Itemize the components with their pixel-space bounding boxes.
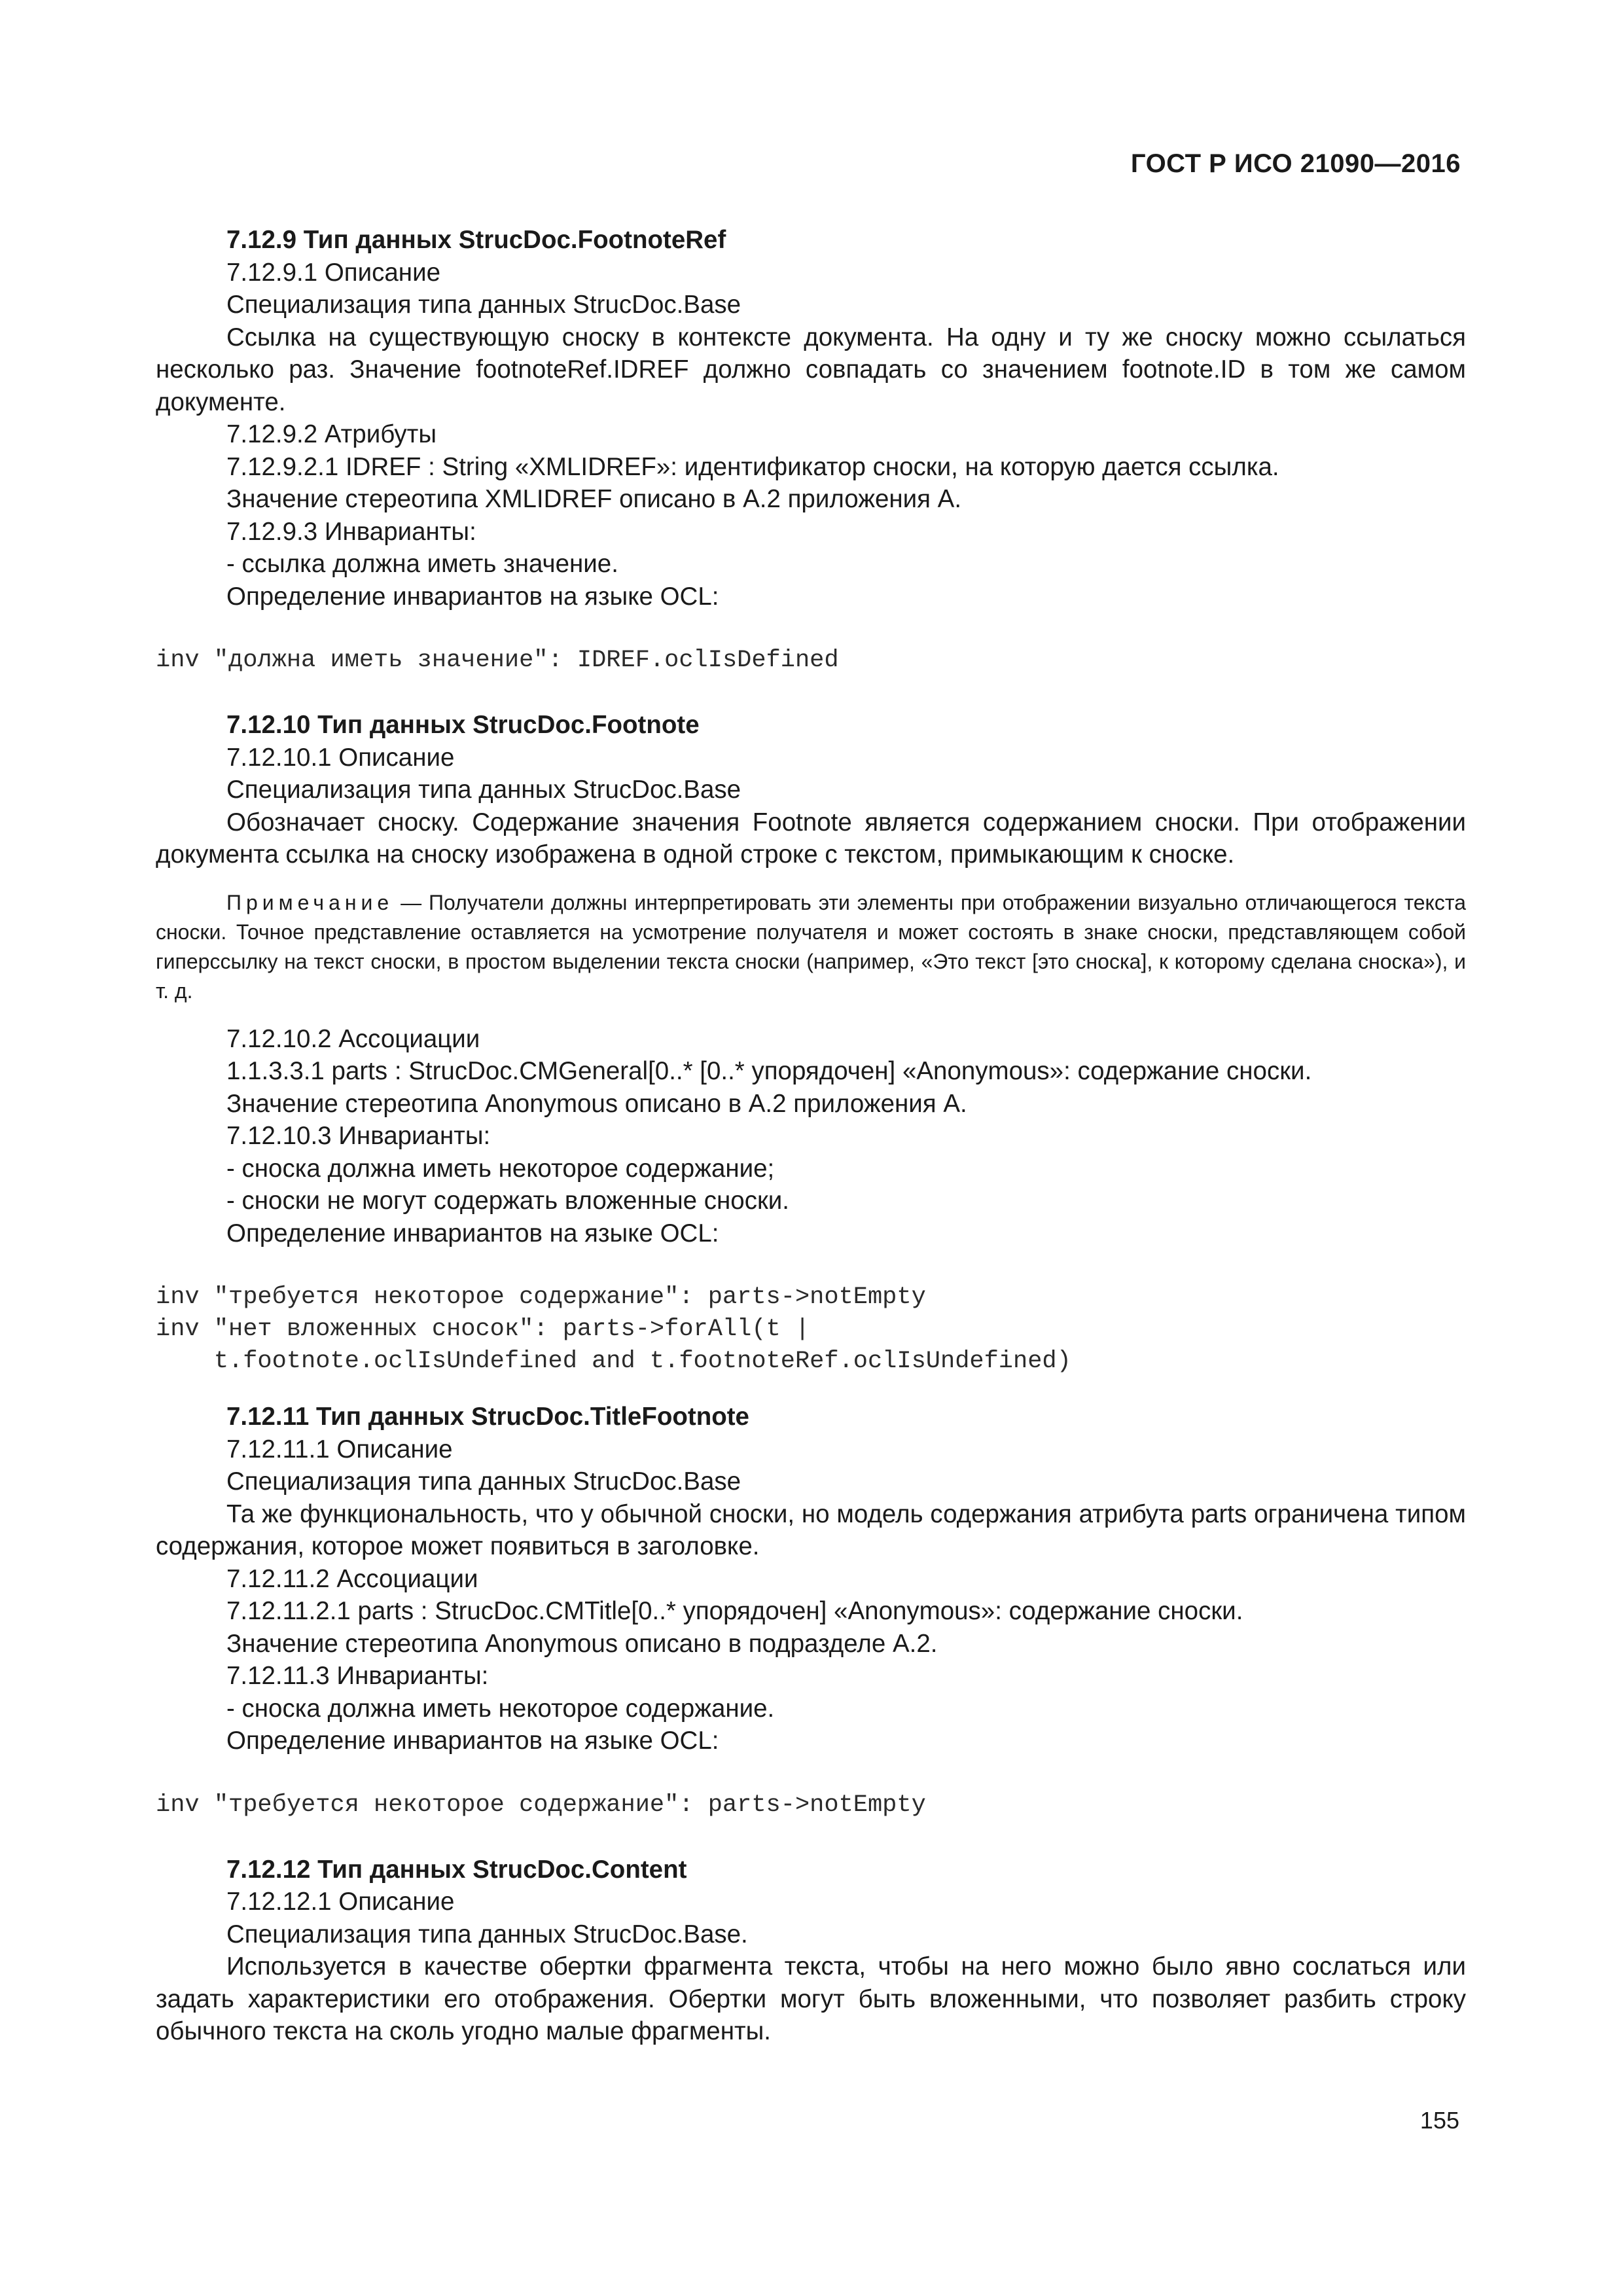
description-paragraph: Используется в качестве обертки фрагмента текста, чтобы на него можно было явно сослаться или задать характеристики его отображения. Обертки могут быть вложенными, что позволяет разбить строку обычного текста на сколь угодно малые фрагменты. [156, 1952, 1466, 2045]
subheading-7-12-9-2: 7.12.9.2 Атрибуты [226, 420, 437, 448]
ocl-code-line: inv "должна иметь значение": IDREF.oclIsDefined [156, 647, 839, 674]
section-heading-7-12-9: 7.12.9 Тип данных StrucDoc.FootnoteRef [226, 226, 726, 254]
section-heading-7-12-10: 7.12.10 Тип данных StrucDoc.Footnote [226, 711, 700, 739]
association-item: 1.1.3.3.1 parts : StrucDoc.CMGeneral[0..* [0..* упорядочен] «Anonymous»: содержание сноски. [226, 1057, 1312, 1085]
document-header: ГОСТ Р ИСО 21090—2016 [1130, 149, 1461, 178]
stereotype-text: Значение стереотипа Anonymous описано в подразделе А.2. [226, 1629, 938, 1658]
ocl-code-line: t.footnote.oclIsUndefined and t.footnoteRef.oclIsUndefined) [156, 1348, 1071, 1375]
specialization-text: Специализация типа данных StrucDoc.Base. [226, 1920, 748, 1948]
invariant-item: - сноски не могут содержать вложенные сноски. [226, 1187, 789, 1215]
page-content [156, 224, 1466, 2048]
ocl-code-line: inv "нет вложенных сносок": parts->forAll(t | [156, 1316, 810, 1343]
specialization-text: Специализация типа данных StrucDoc.Base [226, 776, 741, 804]
subheading-7-12-10-3: 7.12.10.3 Инварианты: [226, 1122, 491, 1150]
section-heading-7-12-12: 7.12.12 Тип данных StrucDoc.Content [226, 1855, 687, 1884]
subheading-7-12-11-2: 7.12.11.2 Ассоциации [226, 1564, 478, 1593]
ocl-code-line: inv "требуется некоторое содержание": parts->notEmpty [156, 1283, 926, 1311]
subheading-7-12-12-1: 7.12.12.1 Описание [226, 1888, 455, 1916]
note-label: Примечание [226, 890, 394, 914]
page-number: 155 [1419, 2107, 1459, 2134]
specialization-text: Специализация типа данных StrucDoc.Base [226, 291, 741, 319]
subheading-7-12-9-1: 7.12.9.1 Описание [226, 258, 440, 287]
description-paragraph: Ссылка на существующую сноску в контексте документа. На одну и ту же сноску можно ссылаться несколько раз. Значение footnoteRef.IDREF должно совпадать со значением footnote.ID в том же самом документе. [156, 323, 1466, 416]
subheading-7-12-9-3: 7.12.9.3 Инварианты: [226, 517, 476, 546]
subheading-7-12-10-1: 7.12.10.1 Описание [226, 743, 455, 772]
description-paragraph: Та же функциональность, что у обычной сноски, но модель содержания атрибута parts ограничена типом содержания, которое может появиться в заголовке. [156, 1499, 1466, 1560]
stereotype-text: Значение стереотипа Anonymous описано в А.2 приложения А. [226, 1089, 967, 1118]
description-paragraph: Обозначает сноску. Содержание значения Footnote является содержанием сноски. При отображении документа ссылка на сноску изображена в одной строке с текстом, примыкающим к сноске. [156, 808, 1466, 869]
subheading-7-12-11-3: 7.12.11.3 Инварианты: [226, 1662, 489, 1690]
ocl-heading: Определение инвариантов на языке OCL: [226, 582, 719, 611]
invariant-item: - ссылка должна иметь значение. [226, 550, 618, 578]
attribute-item: 7.12.9.2.1 IDREF : String «XMLIDREF»: идентификатор сноски, на которую дается ссылка. [226, 452, 1279, 481]
invariant-item: - сноска должна иметь некоторое содержание; [226, 1154, 775, 1183]
stereotype-text: Значение стереотипа XMLIDREF описано в А.2 приложения А. [226, 485, 962, 513]
association-item: 7.12.11.2.1 parts : StrucDoc.CMTitle[0..* упорядочен] «Anonymous»: содержание сноски. [226, 1597, 1243, 1625]
ocl-code-line: inv "требуется некоторое содержание": parts->notEmpty [156, 1791, 926, 1819]
section-heading-7-12-11: 7.12.11 Тип данных StrucDoc.TitleFootnote [226, 1403, 749, 1431]
subheading-7-12-11-1: 7.12.11.1 Описание [226, 1435, 453, 1463]
ocl-heading: Определение инвариантов на языке OCL: [226, 1219, 719, 1247]
note-text: — Получатели должны интерпретировать эти элементы при отображении визуально отличающегося текста сноски. Точное представление оставляется на усмотрение получателя и может состоять в знаке сноски, представляющем собой гиперссылку на текст сноски, в простом выделении текста сноски (например, «Это текст [это сноска], к которому сделана сноска»), и т. д. [156, 890, 1466, 1003]
invariant-item: - сноска должна иметь некоторое содержание. [226, 1694, 775, 1723]
ocl-heading: Определение инвариантов на языке OCL: [226, 1727, 719, 1755]
specialization-text: Специализация типа данных StrucDoc.Base [226, 1467, 741, 1496]
subheading-7-12-10-2: 7.12.10.2 Ассоциации [226, 1024, 480, 1053]
note-paragraph [156, 888, 1466, 1006]
